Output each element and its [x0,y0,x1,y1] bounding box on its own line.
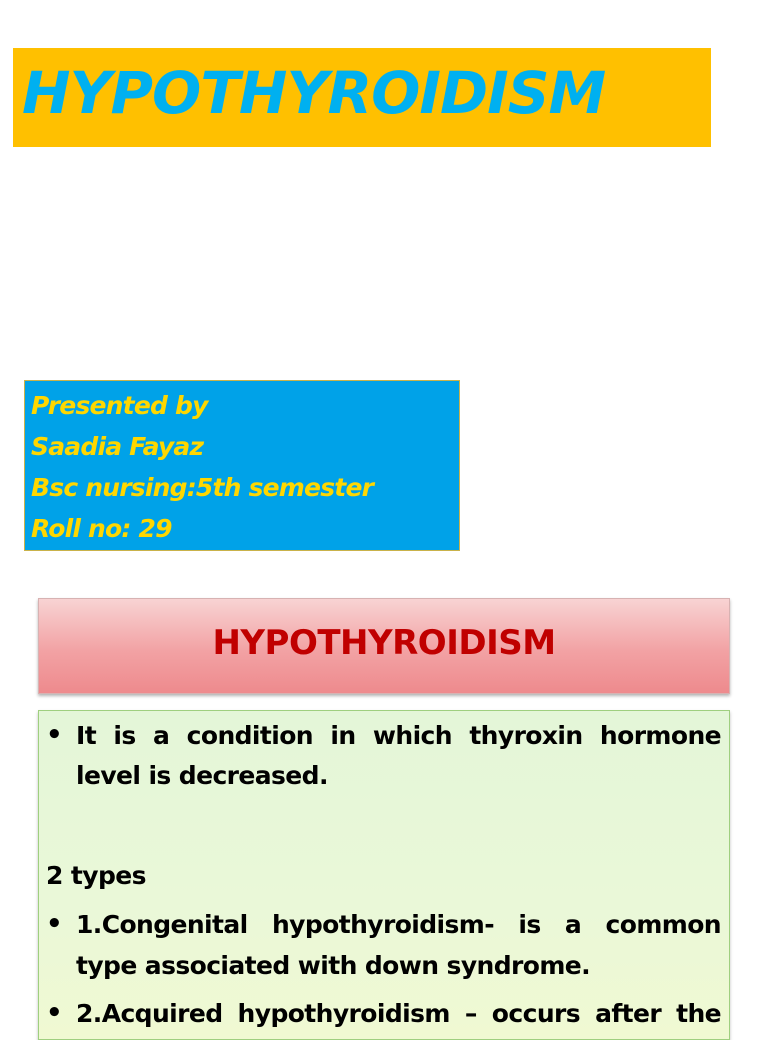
presenter-roll-number: Roll no: 29 [31,514,172,543]
presenter-course: Bsc nursing:5th semester [31,473,374,502]
bullet-congenital-line-1: 1.Congenital hypothyroidism- is a common [76,910,721,939]
presenter-name: Saadia Fayaz [31,432,204,461]
bullet-dot-icon: • [46,909,63,939]
slide-title: HYPOTHYROIDISM [212,623,556,663]
presented-by-label: Presented by [31,391,208,420]
presentation-title: HYPOTHYROIDISM [22,59,606,127]
bullet-definition-line-1: It is a condition in which thyroxin hormone [76,721,721,750]
bullet-acquired-line-1: 2.Acquired hypothyroidism – occurs after the [76,999,721,1028]
bullet-congenital-line-2: type associated with down syndrome. [76,951,591,980]
types-heading: 2 types [46,861,146,890]
bullet-definition-line-2: level is decreased. [76,761,328,790]
bullet-dot-icon: • [46,720,63,750]
bullet-dot-icon: • [46,998,63,1028]
